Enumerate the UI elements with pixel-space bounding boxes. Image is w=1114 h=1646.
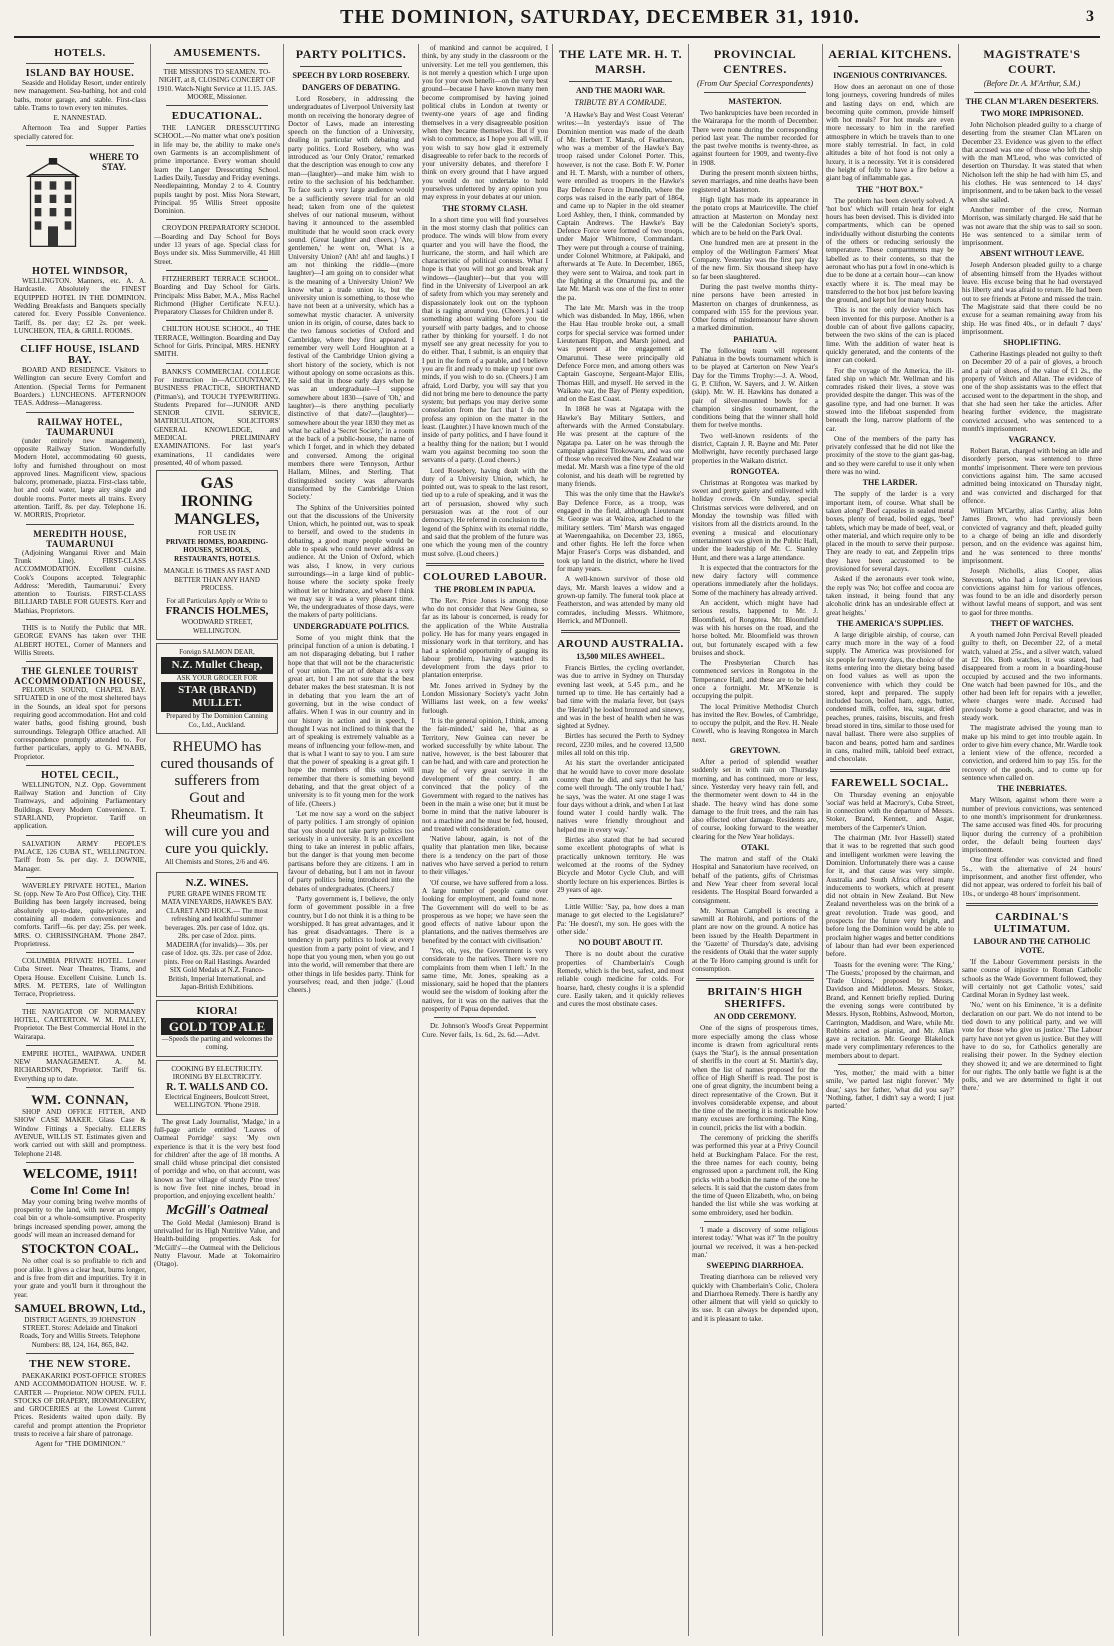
article-paragraph: There is no doubt about the curative properties of Chamberlain's Cough Remedy, which is the best, safest, and most reliable cough medicine for colds. For hoarse, hard, chesty coughs it is a splendid cure. Easily taken, and it quickly relieves and cures the most obstinate cases. — [557, 950, 684, 1009]
article-paragraph: How does an aeronaut on one of those long journeys, covering hundreds of miles and lasting days on end, which are becoming quite common, provide himself with hot meals? For hot meals are even more necessary to him in the rarefied atmosphere in which he travels than to one more stably terrestrial. In fact, in cold altitudes a bite of hot food is not only a luxury, it is a necessity. Yet it is considered the height of folly to have a fire below a giant bag of inflammable gas. — [826, 83, 954, 183]
advert-title: N.Z. WINES. — [185, 876, 249, 889]
column-hotels — [14, 44, 146, 1638]
article-headline: BRITAIN'S HIGH SHERIFFS. — [707, 986, 803, 1011]
advert-text: Foreign SALMON DEAR, — [179, 648, 255, 657]
advert-text: Afternoon Tea and Supper Parties specially catered for. — [14, 124, 146, 141]
article-paragraph: Lord Rosebery, in addressing the undergraduates of Liverpool University last month on receiving the honorary degree of Doctor of Laws, made an interesting speech on the function of a University, dealing in particular with debating and party politics. Lord Rosebery, who was introduced as 'our Only Orator,' remarked that the description was enough to cow any man—(laughter)—and make him wish to retire to the seclusion of his bedchamber. To face such a very large audience would be a sufficiently severe trial for an old head; taken from one of the quietest shelves of our national museum, without having it announced to the assembled multitude that he would soon crack every sound. (Great laughter and cheers.) 'Are, gentlemen,' he went on, 'What is a University Union? (Ah! ah! and laughs.) I am not thinking the riddle—(more laughter)—I am going on to consider what is the meaning of a University Union? We know what a trade union is, but the university union is something, to those who have not been at a university, which has a somewhat mystic character. A university union in its origin, of course, dates back to the two famous societies of Oxford and Cambridge, where they first appeared. I remember very well Lord Houghton at a festival of the Cambridge Union giving a short history of the society, which is not without apology on some occasions as this. He said that in those early days when he was an undergraduate—I suppose somewhere about 1830—(save of 'Oh,' and laughter)—is there anything peculiarly distinctive of that date?—(laughter)—somewhere about the year 1830 they met as what he called a 'Secret Society,' in a room at the back of a public-house, the name of which I forget, and in which they debated and conversed. Among the original members there were Tennyson, Arthur Hallam, Milnes, and Sterling. That distinguished society was afterwards transformed by the Cambridge Union Society.' — [288, 95, 414, 502]
rule — [166, 105, 268, 106]
rule — [26, 835, 134, 836]
article-paragraph: Dr. Johnson's Wood's Great Peppermint Cure. Never fails, 1s. 6d., 2s. 6d.—Advt. — [422, 1022, 548, 1039]
rule — [300, 66, 402, 67]
article-paragraph: The ceremony of pricking the sheriffs was performed this year at a Privy Council held at Buckingham Palace. For the rest, the three names for each county, being engrossed upon a parchment roll, the King pricks with a bodkin the name of the one he selects. It is said that the custom dates from the time of Queen Elizabeth, who, on being handed the list while she was working at some embroidery, used her bodkin. — [692, 1134, 818, 1217]
article-paragraph: 'If the Labour Government persists in the same course of injustice to Roman Catholic schools as the Wade Government followed, they will certainly not get Catholic votes,' said Cardinal Moran in Sydney last week. — [962, 957, 1102, 1000]
article-paragraph: The Presbyterian Church has commenced services in Rongotea in the Temperance Hall, and these are to be held once a fortnight. Mr. M'Kenzie is occupying the pulpit. — [692, 659, 818, 701]
rule — [26, 877, 134, 878]
article-paragraph: 'Of course, we have suffered from a loss. A large number of people came over looking for employment, and found none. The Government will do well to be as prosperous as we hope; we have seen the good effects of native labour upon the plantations, and the natives themselves are benefited by the contact with civilisation.' — [422, 878, 548, 945]
advert-text: All Chemists and Stores, 2/6 and 4/6. — [164, 858, 270, 867]
article-paragraph: Mary Wilson, against whom there were a number of previous convictions, was sentenced to one month's imprisonment for drunkenness. The same accused was fined 40s. for procuring liquor during the currency of a prohibition order, the default being fourteen days' imprisonment. — [962, 796, 1102, 855]
rule — [26, 1353, 134, 1354]
article-paragraph: Robert Baran, charged with being an idle and disorderly person, was sentenced to three months' imprisonment. There were ten previous convictions against him. The same accused admitted being intoxicated on Thursday night, and was convicted and discharged for that offence. — [962, 447, 1102, 505]
article-paragraph: This is not the only device which has been invented for this purpose. Another is a double can of about five gallons capacity, between the two skins of the can is placed lime. With the addition of water heat is quickly generated, and the contents of the inner can cooked. — [826, 306, 954, 365]
rule — [26, 339, 134, 340]
article-paragraph: 'No,' went on his Eminence, 'it is a definite declaration on our part. We do not intend to be tied down to any political party, and we will vote for those who give us justice.' The Labour party have not yet given us justice. But they will have to do so, for Catholics generally are realising their power. In the Sydney election they showed it; and we are determined to fight for our rights. The only battle we fight is at the polls, and we are determined to fight it out there.' — [962, 1001, 1102, 1093]
column-magistrates-court — [962, 44, 1102, 1638]
advert-title: HOTEL WINDSOR, — [32, 266, 128, 278]
rule — [26, 412, 134, 413]
advert-text: THE LANGER DRESSCUTTING SCHOOL.—No matter what one's position in life may be, the ability to make one's own Garments is an accomplishment of prime importance. Every woman should learn the Langer Dresscutting School. Ladies Daily, Tuesday and Friday evenings. Needlepainting, Monday 2 to 4. Country pupils taught by post. Miss Nora Stewart, Principal. 95 Willis Street opposite Dominion. — [154, 124, 280, 216]
advert-title: RHEUMO has cured thousands of sufferers from Gout and Rheumatism. It will cure you and cure you quickly. — [160, 739, 274, 858]
advert-text: BANKS'S COMMERCIAL COLLEGE For instruction in—ACCOUNTANCY, BUSINESS PRACTICE, SHORTHAND (Pitman's), and TOUCH TYPEWRITING. Students Prepared for—JUNIOR AND SENIOR CIVIL SERVICE, MATRICULATION, SOLICITORS' GENERAL KNOWLEDGE, and MEDICAL PRELIMINARY EXAMINATIONS. For last year's examinations, 11 candidates were presented, 40 of whom passed. — [154, 367, 280, 467]
column-divider — [150, 44, 151, 1636]
gas-mangles-advert — [156, 470, 278, 640]
rule — [26, 1003, 134, 1004]
article-paragraph: 'Yes, mother,' the maid with a bitter smile, 'we parted last night forever.' 'My dear,' says her father, 'what did you say?' 'Nothing, father, I didn't say a word; I just parted.' — [826, 1069, 954, 1111]
rule — [26, 952, 134, 953]
advert-title: McGill's Oatmeal — [165, 1202, 269, 1218]
article-headline: AERIAL KITCHENS. — [828, 47, 952, 61]
rule — [26, 1087, 134, 1088]
advert-title: MEREDITH HOUSE, TAUMARUNUI — [33, 528, 127, 549]
article-subhead: THE AMERICA'S SUPPLIES. — [836, 618, 944, 628]
advert-text: BOARD AND RESIDENCE. Visitors to Wellington can secure Every Comfort and Attention. (Special Terms for Permanent Boarders.) LUNCHEONS. AFTERNOON TEAS. Address—Manageress. — [14, 366, 146, 408]
article-paragraph: Catherine Hastings pleaded not guilty to theft on December 20 of a pair of gloves, a brooch and a pair of shoes, of the value of £1 2s., the property of Veitch and Allan. The evidence of one of the shop assistants was to the effect that accused went to the department in the shop, and that she had seen her take the articles. After hearing further evidence, the magistrate convicted accused, who was sentenced to a month's imprisonment. — [962, 350, 1102, 433]
article-paragraph: of mankind and cannot be acquired, I think, by any study in the classroom or the university. Let me tell you gentlemen, this is not merely a question which I urge upon you for your own benefit—on the very best ground—because I have known many men become compromised by having joined political clubs in London at twenty or twenty-one years of age and finding themselves in a very disagreeable position when they became themselves. But if you wish to commence, as I hope you all will, if you wish to say how glad it extremely disagreeable to refer back to the records of your university debates, and therefore I think on every ground that I have argued you would do not undertake to hold yourselves unfettered by any opinion you may express in your debates at our union. — [422, 44, 548, 202]
article-subhead: SPEECH BY LORD ROSEBERY. — [292, 71, 410, 80]
advert-title: MANGLES, — [174, 511, 260, 529]
advert-title: R. T. WALLS AND CO. — [166, 1081, 268, 1093]
advert-text: CHILTON HOUSE SCHOOL, 40 THE TERRACE, Wellington. Boarding and Day School for Girls. Principal, MRS. HENRY SMITH. — [154, 325, 280, 359]
article-paragraph: Another member of the crew, Norman Morrison, was similarly charged. He said that he was not aware that the ship was to sail so soon. He was sentenced to a similar term of imprisonment. — [962, 205, 1102, 248]
article-subhead: TWO MORE IMPRISONED. — [980, 109, 1084, 118]
article-paragraph: The supply of the larder is a very important item, of course. What shall be taken along? Beef capsules in sealed metal boxes, plenty of bread, boiled eggs, 'beef' tablets, which may be made of beef, veal, or other material, and which require only to be placed in the mouth to serve their purpose. They are ready to eat, and Zeppelin trips they have been accustomed to be provisioned for several days. — [826, 490, 954, 574]
rule — [166, 219, 268, 220]
article-subhead: (From Our Special Correspondents) — [696, 79, 814, 88]
advert-title: Come In! Come In! — [30, 1182, 130, 1197]
rule — [26, 524, 134, 525]
article-subhead: LABOUR AND THE CATHOLIC VOTE. — [973, 936, 1091, 955]
article-paragraph: Mr. Norman Campbell is erecting a sawmill at Rohirohi, and portions of the plant are now on the ground. A notice has been issued by the Health Department in the 'Gazette' of Thursday's date, advising the residents of Otaki that the water supply at the Te Horo camping ground is unfit for consumption. — [692, 906, 818, 973]
article-paragraph: One hundred men are at present in the employ of the Wellington Farmers' Meat Company. Yesterday was the first pay day of the new firm. Six thousand sheep have so far been slaughtered. — [692, 239, 818, 281]
advert-text: (under entirely new management), opposite Railway Station. Wonderfully Modern Hotel, accommodating 60 guests, lofty and furnished throughout on most approved lines. Magnificent view, spacious balcony, promenade, piazza. First-class table, hot and cold water, large airy single and double rooms. Porter meets all trains. Every attention. Tariff, 8s. per day. Telephone 16. W. MORRIS, Proprietor. — [14, 436, 146, 520]
rule — [704, 92, 806, 93]
section-heading: AMUSEMENTS. — [173, 47, 261, 59]
article-subhead: 13,500 MILES AWHEEL. — [576, 652, 665, 662]
advert-text: May your coming bring twelve months of prosperity to the land, with never an empty coal bin or a whole-somsumptive. Prosperity brings increased spending power, among the goods' will mean an increased demand for — [14, 1197, 146, 1240]
advert-title: WM. CONNAN, — [31, 1092, 129, 1108]
advert-title: ISLAND BAY HOUSE. — [25, 68, 135, 79]
article-paragraph: 'Party government is, I believe, the only form of government possible in a free country, but I do not think it is a thing to be worshipped. It has great advantages, and it has great disadvantages. There is a tendency in party politics to look at every question from a party point of view, and I hope that you young men, when you go out into the world, will remember that there are other things in life besides party. Think for yourselves; read, and then judge.' (Loud cheers.) — [288, 894, 414, 995]
rule — [166, 363, 268, 364]
rule — [569, 898, 672, 899]
article-headline: CARDINAL'S ULTIMATUM. — [993, 910, 1071, 935]
rule — [704, 1221, 806, 1222]
advert-title: SAMUEL BROWN, Ltd., — [14, 1300, 146, 1315]
advert-text: For all Particulars Apply or Write to — [166, 596, 268, 605]
article-paragraph: After a period of splendid weather suddenly set in with rain on Thursday morning, and has continued, more or less, since. Yesterday very heavy rain fell, and the thermometer went down to 44 in the shade. The heavy wind has done some damage to the fruit trees, and the rain has also effected other damage. Residents are, of course, looking forward to the weather clearing for the New Year holidays. — [692, 758, 818, 841]
article-headline: PARTY POLITICS. — [295, 47, 407, 61]
advert-text: —Speeds the parting and welcomes the coming. — [161, 1034, 273, 1052]
article-subhead: THE INEBRIATES. — [997, 784, 1067, 794]
rule — [974, 92, 1090, 93]
advert-text: E. NANNESTAD. — [53, 114, 107, 123]
page-number: 3 — [1086, 8, 1094, 25]
article-subhead: PAHIATUA. — [733, 334, 777, 344]
article-paragraph: One of the members of the party has privately confessed that he did not like the proximity of the stove to the giant gas-bag, and so they were careful to use it only when there was no wind. — [826, 434, 954, 477]
advert-text: SHOP AND OFFICE FITTER, AND SHOW CASE MAKER. Glass Case & Window Fittings a Specialty. ELLERS AVENUE, WILLIS ST. Estimates given and work carried out with skill and promptness. Telephone 2148. — [14, 1108, 146, 1158]
article-paragraph: 'Native labour, again, is not of the quality that plantation men like, because there is a tendency on the part of those natives who have served a period to return to their villages.' — [422, 835, 548, 877]
article-subhead: THEFT OF WATCHES. — [990, 619, 1074, 629]
article-paragraph: During the present month sixteen births, seven marriages, and nine deaths have been registered at Masterton. — [692, 169, 818, 194]
advert-text: PRIVATE HOMES, BOARDING-HOUSES, SCHOOLS, RESTAURANTS, HOTELS. — [165, 537, 269, 563]
article-paragraph: For the voyage of the America, the ill-fated ship on which Mr. Wellman and his comrades risked their lives, a stove was provided despite the danger. This was of the gasoline type, and had one burner. It was stowed into the lifeboat suspended from beneath the long, narrow platform of the car. — [826, 366, 954, 433]
article-subhead: AN ODD CEREMONY. — [713, 1012, 797, 1022]
article-paragraph: A well-known survivor of those old days, Mr. Marsh leaves a widow and a grown-up family. The funeral took place at Featherston, and was attended by many old comrades, including Messrs. Whitmore, Herrick, and M'Donnell. — [557, 575, 684, 625]
advert-title: WHERE TO STAY. — [89, 152, 139, 173]
article-subhead: THE "HOT BOX." — [856, 184, 924, 194]
article-paragraph: During the past twelve months thirty-nine persons have been arrested in Masterton on charges of drunkenness, as compared with 155 for the previous year. Other forms of misdemeanour have shown a marked diminution. — [692, 282, 818, 333]
rule — [696, 978, 814, 981]
where-to-stay-block — [14, 150, 146, 266]
article-paragraph: John Nicholson pleaded guilty to a charge of deserting from the steamer Clan M'Laren on December 23. Evidence was given to the effect that accused was one of those who left the ship with the man M'Leod, who was convicted of desertion on Thursday. It was stated that when Nicholson left the ship he had with him £5, and his clothes. He was sentenced to 14 days' imprisonment, and to be taken back to the vessel when she sailed. — [962, 121, 1102, 204]
article-paragraph: The magistrate advised the young man to make up his mind to get into trouble again. In order to give him every chance, Mr. Wardle took a lenient view of the offence, recorded a conviction, and ordered him to pay 15s. for the recovery of the goods, and to come up for sentence when called on. — [962, 724, 1102, 783]
masthead — [0, 0, 1114, 40]
article-subhead: AND THE MAORI WAR. — [575, 86, 666, 95]
advert-text: THIS is to Notify the Public that MR. GEORGE EVANS has taken over THE ALBERT HOTEL, Corner of Manners and Willis Streets. — [14, 623, 146, 657]
article-paragraph: A large dirigible airship, of course, can carry much more in the way of a food supply. The America was provisioned for six people for twenty days, the choice of the items entering into the dietary being based on food values as well as upon the convenience with which they could be stored, kept and prepared. The supply included bacon, boiled ham, eggs, butter, condensed milk, coffee, tea, sugar, dried peaches, prunes, raisins, biscuits, and fresh bread stored in tins, similar to those used for naval ballast. There were also supplies of bacon and beans, potted ham and sardines in cans, malted milk, tabloid beef extract, and chocolate. — [826, 630, 954, 764]
rule — [434, 1017, 536, 1018]
advert-text: THE NAVIGATOR OF NORMANBY HOTEL, CARTERTON. W. M. PALLEY, Proprietor. The Best Commercial Hotel in the Wairarapa. — [14, 1007, 146, 1041]
article-paragraph: 'A Hawke's Bay and West Coast Veteran' writes:—In yesterday's issue of The Dominion mention was made of the death of Mr. Herbert T. Marsh, of Featherston, who was a member of the Hawke's Bay troop raised under Colonel Porter. This, however, is not the case. Both F. W. Porter and H. T. Marsh, with a number of others, were enrolled as troopers in the Hawke's Bay Defence Force in Dunedin, where the corps was raised in the early part of 1864, and came up to Napier in the old steamer Lord Ashley, then, I think, commanded by Captain Andrews. The Hawke's Bay Defence Force were formed of two troops, under Major Whitmore, Commandant. They were put through a course of training, under Colonel Whitmore, at Pakipaki, and afterwards at Te Aute. In December, 1865, they were sent to Wairoa, and took part in the fighting at the Omarunui pa, and the late Mr. Marsh was one of the first to enter the pa. — [557, 111, 684, 302]
article-paragraph: The Sphinx of the Universities pointed out that the discussions of the University Union, which, he pointed out, was to speak to herself, and owed to the students in debating, a good many people would be able to speak who could never address an audience. At the Union of Oxford, which was also, I know, in very curious surroundings—in a large kind of public-house where the society spoke freely without let or hindrance, and where I think we may say it was a very pleasant time. We, the undergraduates of those days, were the makers of party politicians. — [288, 503, 414, 620]
advert-text: EMPIRE HOTEL, WAIPAWA. UNDER NEW MANAGEMENT. A. M. RICHARDSON, Proprietor. Tariff 6s. Everything up to date. — [14, 1049, 146, 1083]
advert-text: PURE GRAPE WINES FROM TE MATA VINEYARDS, HAWKE'S BAY. CLARET AND HOCK.— The most refreshing and healthful summer beverages. 20s. per case of 1doz. qts. 28s. per case of 2doz. pints. MADEIRA (for invalids)— 30s. per case of 1doz. qts. 32s. per case of 2doz. pints. Free on Rail Hastings. Awarded SIX Gold Medals at N.Z. Franco-British, Imperial International, and Japan-British Exhibitions. — [161, 889, 273, 992]
advert-title: STAR (BRAND) MULLET. — [161, 682, 273, 712]
article-paragraph: Toasts for the evening were: 'The King,' 'The Guests,' proposed by the chairman, and 'Trade Unions,' proposed by Messrs. Davidson and Middleton. Messrs. Stoker, Brand, and Kennett briefly replied. During the evening songs were contributed by Messrs. Hyson, Robbins, Ashwood, Morton, Carrington, Maddison, and Ware, while Mr. Robbins acted as pianist, and Mr. Allan gave a recitation. Mr. George Blakelock made very complimentary references to the members about to depart. — [826, 960, 954, 1060]
article-paragraph: 'Yes, oh, yes, the Government is very considerate to the natives. There were no complaints from them when I left.' In the same time, Mr. Jones, speaking as a missionary, said he hoped that the planters would see the wisdom of looking after the natives, for it was on the natives that the prosperity of Papua depended. — [422, 946, 548, 1014]
advert-title: GAS — [200, 475, 234, 493]
advert-title: WELCOME, 1911! — [22, 1166, 138, 1182]
advert-text: WELLINGTON, N.Z. Opp. Government Railway Station and Junction of City Tramways, and adjoining Parliamentary Buildings. Every Modern Convenience. T. STARLAND, Proprietor. Tariff on application. — [14, 780, 146, 831]
advert-title: IRONING — [180, 493, 253, 511]
rule — [26, 619, 134, 620]
article-paragraph: Treating diarrhoea can be relieved very quickly with Chamberlain's Colic, Cholera and Diarrhoea Remedy. There is hardly any other ailment that will yield so quickly to its use. It can always be depended upon, and it is pleasant to take. — [692, 1273, 818, 1323]
article-subhead: VAGRANCY. — [1008, 435, 1056, 445]
article-subhead: (Before Dr. A. M'Arthur, S.M.) — [983, 79, 1081, 88]
article-subhead: NO DOUBT ABOUT IT. — [578, 938, 663, 948]
rule — [26, 1162, 134, 1163]
rheumo-advert — [156, 737, 278, 869]
advert-text: No other coal is so profitable to rich and poor alike. It gives a clear heat, burns longer, and is free from dirt and impurities. Try it in your grate and you'll burn it throughout the year. — [14, 1257, 146, 1299]
column-marsh — [557, 44, 684, 1638]
article-paragraph: 'I made a discovery of some religious interest today.' 'What was it?' 'In the poultry journal we received, it was a hen-pecked man.' — [692, 1226, 818, 1259]
advert-text: WOODWARD STREET, WELLINGTON. — [181, 618, 253, 635]
article-headline: AROUND AUSTRALIA. — [557, 638, 684, 651]
advert-text: Prepared by The Dominion Canning Co., Ltd., Auckland. — [166, 712, 268, 729]
article-paragraph: An accident, which might have had serious results, happened to Mr. J. Bloomfield, of Rongotea. Mr. Bloomfield was with his horses on the road, and the horse bolted. Mr. Bloomfield was thrown out, but fortunately escaped with a few bruises and shock. — [692, 599, 818, 657]
article-paragraph: The following team will represent Pahiatua in the bowls tournament which is to be played at Carterton on New Year's Day for the Timms Trophy:—J. A. Wood, G. P. Clifton, W. Sayers, and J. W. Aitken (skip). Mr. W. H. Hawkins has donated a pair of silver-mounted bowls for a champion singles tournament, the conditions being that the winner shall hold them for twelve months. — [692, 346, 818, 430]
article-paragraph: Joseph Anderson pleaded guilty to a charge of absenting himself from the Hyades without leave. His excuse being that he had overstayed his liberty and was afraid to return. He had been out to see friends at Petone and missed the train. The Magistrate said that there could be no excuse for a seaman remaining away from his ship. He was fined 40s., or in default 7 days' imprisonment. — [962, 261, 1102, 336]
article-paragraph: 'It is the general opinion, I think, among the fair-minded,' said he, 'that as a Territory, New Guinea can never be worked successfully by white labour. The native, however, is the best labourer that can be had, and with care and protection he may be of very great service in the development of the country. I am convinced that the policy of the Government with regard to the natives has been in the main a wise one; but it must be borne in mind that the native labourer is not a machine and he must be fed, housed, and treated with consideration.' — [422, 716, 548, 833]
article-paragraph: One of the signs of prosperous times, more especially among the class whose income is drawn from agricultural rents (says the 'Star'), is the annual presentation of sheriffs in the court at St. Martin's day, when the list of names proposed for the office of High Sheriff is read. The post is one of great dignity, the incumbent being a direct representative of the Crown. But it involves considerable expense, and about the time of the meeting it is noticeable how many excuses are forthcoming. The King, in council, pricks the list with a bodkin. — [692, 1024, 818, 1132]
advert-text: SALVATION ARMY PEOPLE'S PALACE, 126 CUBA ST., WELLINGTON. Tariff from 5s. per day. J. DOWNIE, Manager. — [14, 839, 146, 873]
article-headline: COLOURED LABOUR. — [422, 570, 548, 583]
advert-title: RAILWAY HOTEL, TAUMARUNUI — [37, 416, 123, 437]
article-paragraph: Asked if the aeronauts ever took wine, the reply was 'No; hot coffee and cocoa are taken instead, it being found that any alcoholic drink has an undesirable effect at great heights.' — [826, 575, 954, 617]
article-subhead: TRIBUTE BY A COMRADE. — [574, 98, 667, 107]
advert-text: Electrical Engineers, Boulcott Street, WELLINGTON. 'Phone 2918. — [165, 1092, 269, 1110]
article-paragraph: Little Willie: 'Say, pa, how does a man manage to get elected to the Legislature?' Pa: 'He doesn't, my son. He goes with the other side.' — [557, 903, 684, 937]
article-paragraph: The problem has been cleverly solved. A 'hot box' which will retain heat for eight hours has been devised. This is divided into compartments, which can be opened individually without disturbing the contents of the others or reducing seriously the temperature. These compartments may be labelled as to their contents, so that the aeronaut who has put a fowl in one-which is due to be done at a certain hour—can know exactly where it is. The meal may be transferred to the hot box just before leaving the ground, and kept hot for many hours. — [826, 196, 954, 305]
column-amusements — [154, 44, 280, 1638]
advert-text: PELORUS SOUND, CHAPEL BAY. SITUATED in one of the most sheltered bays in the Sounds, an ideal spot for persons requiring good accommodation. Hot and cold water baths, good fishing ground, bush surroundings. Telegraph Office attached. All correspondence promptly attended to. For further particulars, apply to G. M'NABB, Proprietor. — [14, 686, 146, 761]
wines-advert — [156, 872, 278, 997]
article-subhead: INGENIOUS CONTRIVANCES. — [833, 71, 947, 80]
column-divider — [418, 44, 419, 1636]
article-paragraph: The late Mr. Marsh was in the troop which was disbanded. In May, 1866, when the Hau Hau trouble broke out, a small corps for special service was formed under Lieutenant Rippon, and Marsh joined, and was present at the engagement at Omarunui. These were principally old Defence Force men, and among others was Captain Gascoyne, Sergeant-Major Ellis, Thomas Hill, and myself. He served in the Waikato war, the Bay of Plenty expedition, and on the East Coast. — [557, 303, 684, 404]
article-subhead: MASTERTON. — [728, 97, 782, 106]
advert-text: FITZHERBERT TERRACE SCHOOL. Boarding and Day School for Girls. Principals: Miss Baber, M.A., Miss Rachel Richmond (Higher Certificate N.F.U.). Preparatory Classes for Children under 8. — [154, 274, 280, 317]
column-divider — [552, 44, 553, 1636]
advert-title: THE NEW STORE. — [29, 1357, 131, 1370]
rule — [26, 661, 134, 662]
article-subhead: GREYTOWN. — [729, 746, 781, 756]
column-divider — [283, 44, 284, 1636]
rule — [26, 145, 134, 146]
rule — [830, 769, 950, 772]
advert-text: WELLINGTON. Manners, etc. A. A. Hardcastle. Absolutely the FINEST EQUIPPED HOTEL IN THE DOMINION. Wedding Breakfasts and Banquets specially catered for. Every Possible Convenience. Tariff, 8s. per day; £2 2s. per week. LUNCHEON, TEA, & GRILL ROOMS. — [14, 277, 146, 335]
article-paragraph: On Thursday evening an enjoyable 'social' was held at Macrory's, Cuba Street, in connection with the departure of Messrs. Stoker, Brand, Kennett, and Asgar, members of the Carpenter's Union. — [826, 790, 954, 832]
article-headline: MAGISTRATE'S COURT. — [983, 47, 1081, 76]
advert-text: WAVERLEY PRIVATE HOTEL, Marion St. (opp. New Te Aro Post Office), City. THE Building has been largely increased, being absolutely up-to-date, quite-private, and containing all modern conveniences and comforts. Tariff—6s. per day; 25s. per week. MRS. O. CHRISSINGHAM. 'Phone 2847. Proprietress. — [14, 881, 146, 948]
column-divider — [958, 44, 959, 1636]
column-divider — [688, 44, 689, 1636]
article-paragraph: At his start the overlander anticipated that he would have to cover more desolate country than he did, and says that he has come well through. 'The only trouble I had,' he says, 'was the water. At one stage I was four days without a drink, and when I at last found water I could hardly walk. The natives were friendly throughout and helped me in every way.' — [557, 759, 684, 834]
article-subhead: DANGERS OF DEBATING. — [301, 83, 400, 92]
advert-text: Seaside and Holiday Resort, under entirely new management. Sea-bathing, hot and cold baths, motor garage, and stable. First-class table. Trams to town every ten minutes. — [14, 79, 146, 112]
article-paragraph: This was the only time that the Hawke's Bay Defence Force, as a troop, was engaged in the field, although Lieutenant St. George was at Wairoa, attached to the military settlers. 'Tim' Marsh was engaged at Waerengaahika, on December 23, 1865, and other fights. He left the force when Major Fraser's Corps was disbanded, and took up land in the district, where he lived for many years. — [557, 490, 684, 574]
advert-title: STOCKTON COAL. — [21, 1241, 139, 1257]
article-paragraph: Birtles has secured the Perth to Sydney record, 2230 miles, and he covered 13,500 miles all told on this trip. — [557, 732, 684, 758]
advert-text: MANGLE 16 TIMES AS FAST AND BETTER THAN ANY HAND PROCESS. — [163, 567, 271, 593]
advert-text: The Gold Medal (Jamieson) Brand is unrivalled for its High Nutritive Value, and Health-building properties. Ask for 'McGill's'—the Oatmeal with the Delicious Nutty Flavour. Made at Tokomairiro (Otago). — [154, 1218, 280, 1269]
electricity-advert — [156, 1060, 278, 1115]
advert-title: GOLD TOP ALE — [161, 1018, 273, 1035]
advert-text: COLUMBIA PRIVATE HOTEL. Lower Cuba Street. Near Theatres, Trams, and Opera House. Excellent Cuisine. Lunch 1s. MRS. M. PETERS, late of Wellington Terrace, Proprietress. — [14, 957, 146, 999]
rule — [26, 1045, 134, 1046]
rule — [966, 903, 1098, 906]
article-subhead: SWEEPING DIARRHOEA. — [706, 1261, 804, 1271]
article-subhead: OTAKI. — [740, 843, 770, 853]
advert-title: KIORA! — [196, 1004, 238, 1017]
advert-text: DISTRICT AGENTS, 39 JOHNSTON STREET. Stores: Adelaide and Tinakori Roads, Tory and Willis Streets. Telephone Numbers: 88, 124, 164, 865, 842. — [19, 1315, 141, 1349]
column-aerial-kitchens — [826, 44, 954, 1638]
advert-text: (Adjoining Wanganui River and Main Trunk Line). FIRST-CLASS ACCOMMODATION. Excellent cuisine. Cook's Coupons accepted. Telegraphic Address: 'Meredith, Taumarunui.' Every attention to Tourists. FIRST-CLASS BILLIARD TABLE FOR GUESTS. Kerr and Mathias, Proprietors. — [14, 548, 146, 615]
article-paragraph: Lord Rosebery, having dealt with the duty of a University Union, which, he pointed out, was to speak to the last resort, tied up to a rule of speaking, and it was the art of persuasion, showed why such persuasion was at the root of our democracy. He referred in conclusion to the legend of the Sphinx with its eternal riddle, and said that the problem of the future was one which the young men of the country must solve. (Loud cheers.) — [422, 466, 548, 558]
article-paragraph: The local Primitive Methodist Church has invited the Rev. Bowles, of Cambridge, to occupy the pulpit, and the Rev. H. Neale Cowell, who is leaving Rongotea in March next. — [692, 702, 818, 744]
article-subhead: SHOPLIFTING. — [1003, 338, 1061, 348]
newspaper-title: THE DOMINION, SATURDAY, DECEMBER 31, 1910. — [340, 6, 860, 28]
advert-title: N.Z. Mullet Cheap, — [161, 657, 273, 674]
column-party-politics — [288, 44, 414, 1638]
article-subhead: THE PROBLEM IN PAPUA. — [434, 584, 536, 594]
article-subhead: UNDERGRADUATE POLITICS. — [293, 621, 409, 631]
article-paragraph: Birtles also stated that he had secured some excellent photographs of what is practically unknown territory. He was welcomed at the rooms of the Sydney Bicycle and Motor Cycle Club, and will shortly lecture on his experiences. Birtles is 29 years of age. — [557, 836, 684, 894]
article-subhead: THE STORMY CLASH. — [442, 203, 528, 213]
article-headline: PROVINCIAL CENTRES. — [713, 47, 797, 76]
article-subhead: THE LARDER. — [862, 478, 918, 488]
rule — [26, 765, 134, 766]
mullet-advert — [156, 643, 278, 734]
article-headline: FAREWELL SOCIAL. — [831, 776, 949, 789]
column-provincial — [692, 44, 818, 1638]
column-politics-continued — [422, 44, 548, 1638]
rule — [26, 63, 134, 64]
section-heading: HOTELS. — [54, 47, 106, 59]
article-subhead: RONGOTEA. — [730, 466, 780, 476]
article-paragraph: One first offender was convicted and fined 5s., with the alternative of 24 hours' imprisonment, and another first offender, who did not appear, was ordered to forfeit his bail of 10s., or undergo 48 hours' imprisonment. — [962, 856, 1102, 898]
rule — [561, 630, 680, 633]
article-paragraph: In 1868 he was at Ngatapa with the Hawke's Bay Military Settlers, and afterwards with the Armed Constabulary. He was present at the capture of the Ngatapa pa. Later on he was through the campaign against Titokowaru, and was one of those who received the New Zealand war medal. Mr. Marsh was a fine type of the old colonist, and his death will be regretted by many friends. — [557, 405, 684, 489]
article-paragraph: Two well-known residents of the district, Captain J. R. Bayne and Mr. Peter Mollwright, have recently purchased large properties in the Waikato district. — [692, 431, 818, 465]
article-paragraph: A youth named John Percival Revell pleaded guilty to theft, on December 22, of a metal watch, valued at 25s., and a silver watch, valued at £2 10s. Both watches, it was stated, had disappeared from a room in a boarding-house occupied by accused and the two informants. One watch had been pawned for 10s., and the other had been left for repairs with a jeweller, where charges were made. Accused had previously borne a good character, and was in steady work. — [962, 631, 1102, 722]
article-paragraph: The chairman (Mr. Ivor Hassell) stated that it was to be regretted that such good and intelligent workmen were leaving the Dominion. Unfortunately there was a cause for it, and that cause was very simple. Australia and South Africa offered many inducements to workers, which at present did not obtain in New Zealand. But New Zealand nevertheless was on the brink of a great revolution. Trade was good, and prospects for the future very bright, and before long the Dominion would be able to proclaim higher wages and better conditions of labour than had ever been experienced before. — [826, 834, 954, 959]
advert-text: Agent for "THE DOMINION." — [34, 1440, 126, 1449]
advert-text: ASK YOUR GROCER FOR — [176, 673, 258, 682]
article-paragraph: William M'Carthy, alias Carthy, alias John James Brown, who had previously been convicted of vagrancy and theft, pleaded guilty to a charge of being an idle and disorderly person, and on the evidence was against him, and he was sentenced to three months' imprisonment. — [962, 507, 1102, 565]
article-subhead: ABSENT WITHOUT LEAVE. — [979, 249, 1085, 259]
rule — [166, 63, 268, 64]
article-paragraph: Joseph Nicholls, alias Cooper, alias Stevenson, who had a long list of previous convictions against him for various offences, was found to be an idle and disorderly person without lawful means of support, and was sent to gaol for three months. — [962, 567, 1102, 617]
article-paragraph: High light has made its appearance in the potato crops at Mauriceville. The chief attraction at Masterton on Monday next will be the Caledonian Society's sports, which are to be held on the Park Oval. — [692, 195, 818, 238]
article-subhead: THE CLAN M'LAREN DESERTERS. — [965, 97, 1099, 106]
article-paragraph: The matron and staff of the Otaki Hospital and Sanatorium have received, on behalf of the patients, gifts of Christmas and New Year cheer from several local residents. The Hospital Board forwarded a consignment. — [692, 855, 818, 905]
advert-text: THE MISSIONS TO SEAMEN. TO-NIGHT, at 8, CLOSING CONCERT OF 1910. Watch-Night Service at 11.15. JAS. MOORE, Missioner. — [156, 68, 278, 101]
rule — [166, 320, 268, 321]
article-headline: THE LATE MR. H. T. MARSH. — [558, 47, 683, 76]
advert-text: The great Lady Journalist, 'Madge,' in a full-page article entitled 'Leaves of Oatmeal Porridge' says: 'My own experience is that it is the very best food for children' after the age of 18 months. A small child whose principal diet consisted of porridge and who, on that account, was known as 'her village of sturdy Pine trees' is now five feet nine inches, broad in proportion, and enjoying excellent health.' — [154, 1117, 280, 1201]
masthead-rule — [14, 36, 1100, 38]
advert-title: HOTEL CECIL, — [41, 769, 119, 781]
rule — [838, 66, 942, 67]
article-paragraph: 'Let me now say a word on the subject of party politics. I am strongly of opinion that you should not take party politics too seriously in a university. It is an excellent thing to take an interest in public affairs, but the danger is that young men become partisans before they are citizens. I am in favour of debating, but I am not in favour of party politics being introduced into the debates of undergraduates. (Cheers.)' — [288, 809, 414, 893]
advert-text: FOR USE IN — [198, 529, 236, 538]
section-heading: EDUCATIONAL. — [171, 110, 263, 123]
article-paragraph: Christmas at Rongotea was marked by sweet and pretty gaiety and enlivened with holiday crowds. On Sunday, special Christmas services were delivered, and on Monday the township was filled with visitors from all the districts around. In the evening a musical and elocutionary entertainment was given in the Public Hall, under the leadership of Mr. C. Stanley Hunt, and there was a large attendance. — [692, 478, 818, 562]
advert-text: PAEKAKARIKI POST-OFFICE STORES AND ACCOMMODATION HOUSE. W. F. CARTER — Proprietor. NOW OPEN. FULL STOCKS OF DRAPERY, IRONMONGERY, and GROCERIES at the Lowest Current Prices. Residents waited upon daily. By careful and prompt attention the Proprietor trusts to receive a fair share of patronage. — [14, 1371, 146, 1439]
rule — [838, 1064, 942, 1065]
hotel-building-illustration — [18, 158, 88, 248]
article-paragraph: Mr. Jones arrived in Sydney by the London Missionary Society's yacht John Williams last week, on a few weeks' furlough. — [422, 681, 548, 715]
article-paragraph: Two bankruptcies have been recorded in the Wairarapa for the month of December. There were none during the corresponding period last year. The number recorded for the past twelve months is twenty-three, as against fourteen for 1909, and twenty-five in 1908. — [692, 109, 818, 167]
article-paragraph: It is expected that the contractors for the new dairy factory will commence operations immediately after the holidays. Some of the machinery has already arrived. — [692, 563, 818, 597]
advert-title: THE GLENLEE TOURIST ACCOMMODATION HOUSE, — [14, 666, 146, 687]
article-paragraph: The Rev. Price Jones is among those who do not consider that New Guinea, so far as its labour is concerned, is ready for the application of the White Australia policy. He has for many years engaged in missionary work in that territory, and has had a splendid opportunity of gauging its labour problem, having watched its development from the days prior to plantation enterprise. — [422, 596, 548, 680]
rule — [426, 563, 544, 566]
advert-text: CROYDON PREPARATORY SCHOOL—Boarding and Day School for Boys under 13 years of age. Special class for Boys under six. Miss Summerville, 41 Hill Street. — [154, 224, 280, 266]
article-paragraph: In a short time you will find yourselves in the most stormy clash that politics can produce. The winds will blow from every quarter and you will have the flood, the hurricane, the storm, and hail which are characteristic of political contests. What I hope is that you will not go and break any windows—(laughter)—but that you will find in the University of Liverpool an ark of safety from which you may serenely and dispassionately look out on the typhoon that is raging around you. (Cheers.) I said something about waiting before you tie yourself with party badges, and to choose rather by thinking for yourself. I do not myself see any great necessity for you to do either. That, I submit, is an enquiry that I put in the form of a parable, and I believe you are fit and ready to make up your own minds, if you wish to do so. (Cheers.) I am afraid, Lord Darby, you will say that you did not bring me here to denounce the party system; but perhaps you may derive some consolation from the fact that I do not profess any opinion on the matter in the least. (Laughter.) I have known much of the inside of party politics, and I have found it a healthy thing for the nation; but I would warn you against becoming too soon the servants of a party. (Loud cheers.) — [422, 215, 548, 465]
advert-title: CLIFF HOUSE, ISLAND BAY. — [20, 344, 140, 367]
column-divider — [822, 44, 823, 1636]
article-paragraph: Francis Birtles, the cycling overlander, was due to arrive in Sydney on Thursday evening last week, at 5.45 p.m., and he turned up to time. He has certainly had a bad time with the malaria fever, but (says the 'Herald') he looked bronzed and sinewy, and was in the best of health when he was sighted at Sydney. — [557, 664, 684, 731]
gold-top-advert — [156, 1000, 278, 1057]
rule — [569, 81, 672, 82]
rule — [166, 270, 268, 271]
advert-text: COOKING BY ELECTRICITY. IRONING BY ELECTRICITY. — [171, 1064, 263, 1082]
article-paragraph: Some of you might think that the principal function of a union is debating. I am not disparaging debating, but I rather hope that that will not be the characteristic of your union. The art of debate is a very great art, but I am not sure that the best debater makes the best statesman. It is not in debating that you learn the art of governing, but in the wise conduct of affairs. When I was in our country and in our history in action and in speech, I thought I was not inclined to think that the art of speaking is extremely valuable as a means of influencing your fellow-men, and that is what I want to say to you. I am sure that the power of speaking is a great gift. I hope the members of this union will remember that there is something beyond debating, and that the great object of a university is to fit young men for the work of life. (Cheers.) — [288, 633, 414, 808]
advert-title: FRANCIS HOLMES, — [165, 605, 269, 618]
